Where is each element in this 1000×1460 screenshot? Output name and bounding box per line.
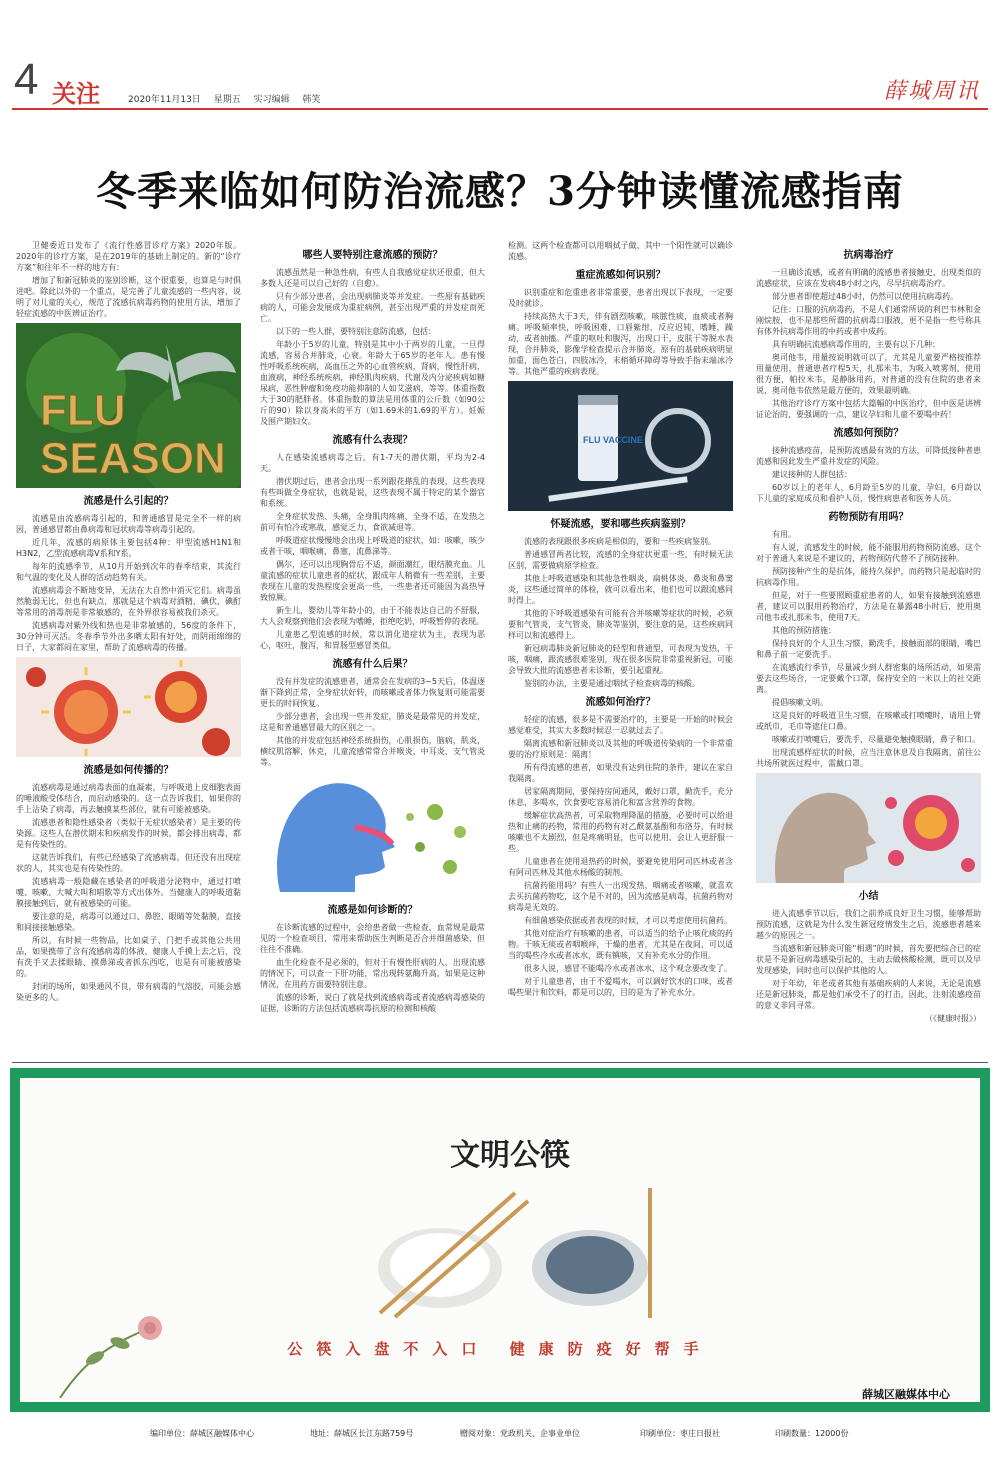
- header-rule: [12, 108, 988, 110]
- paragraph: 呼吸道症状慢慢地会出现上呼吸道的症状，如：咳嗽，咳少或者干咳，咽喉痛，鼻塞，流鼻涕等。: [260, 536, 485, 556]
- paragraph: 咳嗽或打喷嚏后，要洗手，尽量避免触摸眼睛，鼻子和口。: [772, 735, 980, 744]
- paragraph: 居家隔离期间，要保持房间通风，戴好口罩，勤洗手，充分休息，多喝水，饮食要吃容易消化和富含营养的食物。: [508, 787, 733, 807]
- paragraph: 近几年，流感的病原体主要包括4种：甲型流感H1N1和H3N2，乙型流感病毒V系和Y系。: [16, 538, 241, 558]
- ad-slogan: 公筷入盘不入口 健康防疫好帮手: [287, 1340, 713, 1358]
- paragraph: 其他的并发症包括神经系统损伤，心肌损伤，脑病，肌炎，横纹肌溶解，休克，儿童流感常常合并喉炎，中耳炎，支气管炎等。: [260, 736, 485, 767]
- vaccine-image: [508, 381, 733, 511]
- article-source: （《健康时报》）: [925, 1014, 981, 1023]
- paragraph: 流感的诊断，说白了就是找到流感病毒或者流感病毒感染的证据，诊断的方法包括流感病毒抗原的检测和核酸: [260, 993, 485, 1013]
- paragraph: 缓解症状高热者，可采取物理降温的措施，必要时可以给退热和止痛的药物，常用的药物有对乙酰氨基酚和布洛芬，有时候咳嗽也不太剧烈，但是疼痛明显，也可以使用，会让人更舒服一些。: [508, 811, 733, 853]
- paragraph: 很多人说，感冒不能喝冷水或者冰水，这个观念要改变了。: [524, 964, 732, 973]
- paragraph: 流感病毒一般隐藏在感染者的呼吸道分泌物中，通过打喷嚏、咳嗽、大喊大叫和唱歌等方式出体外。当健康人的呼吸道黏膜接触到后，就有被感染的可能。: [16, 877, 241, 908]
- paragraph: 卫健委近日发布了《流行性感冒诊疗方案》2020年版。2020年的诊疗方案，是在2019年的基础上制定的。新的“诊疗方案”和往年不一样的地方有：: [16, 241, 241, 272]
- paragraph: 接种流感疫苗，是预防流感最有效的方法，可降低接种者患流感和因此发生严重并发症的风险。: [756, 446, 981, 466]
- column-2: [260, 240, 485, 1016]
- section-name: 关注: [52, 80, 100, 108]
- paragraph: 建议接种的人群包括：: [772, 470, 852, 479]
- respiratory-image: [260, 772, 485, 897]
- paragraph: 在诊断流感的过程中，会给患者做一些检查，血常规是最常见的一个检查项目，常用来帮助医生判断是否合并细菌感染，但往往不准确。: [260, 923, 485, 954]
- page-header: [0, 0, 1000, 120]
- paragraph: 检测。这两个检查都可以用咽拭子做，其中一个阳性就可以确诊流感。: [508, 241, 733, 261]
- paragraph: 具有明确抗流感病毒作用的，主要有以下几种：: [772, 340, 940, 349]
- subheading: 流感是什么引起的？: [83, 496, 174, 507]
- paragraph: 新生儿，婴幼儿等年龄小的，由于不能表达自己的不舒服，大人会观察到他们会表现为嗜睡，拒绝吃奶，呼吸暂停的表现。: [260, 606, 485, 626]
- public-service-ad: [10, 1068, 990, 1412]
- paragraph: 有人说，流感发生的时候，能不能服用药物预防流感，这个对于普通人来说是不建议的，药物预防代替不了预防接种。: [756, 543, 981, 563]
- subheading: 流感有什么后果？: [332, 659, 413, 670]
- paragraph: 其他上呼吸道感染和其他急性咽炎，扁桃体炎，鼻炎和鼻窦炎，这些通过简单的体检，就可以看出来，他们也可以跟流感同时得上。: [508, 574, 733, 605]
- subheading: 药物预防有用吗？: [828, 512, 909, 523]
- paragraph: 60岁以上的老年人，6月龄至5岁的儿童，孕妇，6月龄以下儿童的家庭成员和看护人员，慢性病患者和医务人员。: [756, 483, 981, 503]
- page-number: 4: [14, 55, 39, 104]
- paragraph: 新冠病毒肺炎新冠肺炎的轻型和普通型，可表现为发热，干咳，咽痛，跟流感很难鉴别，现在很多医院非常重视新冠，可能会导致大批的流感患者未诊断，要引起重视。: [508, 644, 733, 675]
- footer-audience: 赠阅对象：党政机关、企事业单位: [460, 1429, 580, 1438]
- subheading: 重症流感如何识别？: [575, 270, 666, 281]
- subheading: 流感有什么表现？: [332, 435, 413, 446]
- paragraph: 血生化检查不是必须的，但对于有慢性肝病的人，出现流感的情况下，可以查一下肝功能，常出现转氨酶升高，如果是这种情况，在用药方面要特别注意。: [260, 958, 485, 989]
- paragraph: 在流感流行季节，尽量减少到人群密集的场所活动，如果需要去这些场合，一定要戴个口罩，保持安全的一米以上的社交距离。: [756, 663, 981, 694]
- paragraph: 持续高热大于3天，伴有剧烈咳嗽，咳脓性痰，血痰或者胸痛。呼吸频率快，呼吸困难，口唇紫绀，反应迟钝，嗜睡，躁动，或者抽搐。严重的呕吐和腹泻，出现口干，皮肤干等脱水表现，合并肺炎，影像学检查提示合并肺炎。原有的基础疾病明显加重，面色苍白，四肢冰冷，末梢循环障碍等导致手指末端冰冷等。其他严重的疾病表现。: [508, 312, 733, 376]
- vial-label: FLU VACCINE: [583, 435, 643, 445]
- paragraph: 儿童患者在使用退热药的时候，要避免使用阿司匹林或者含有阿司匹林及其他水杨酸的制剂。: [508, 857, 733, 877]
- paragraph: 其他治疗诊疗方案中包括大篇幅的中医治疗，但中医是讲辨证论治的，要强调的一点，建议孕妇和儿童不要喝中药！: [756, 399, 981, 419]
- season-text: SEASON: [40, 434, 226, 483]
- paragraph: 封闭的场所，如果通风不良，带有病毒的气溶胶，可能会感染更多的人。: [16, 982, 241, 1002]
- paragraph: 人在感染流感病毒之后，有1-7天的潜伏期，平均为2-4天。: [260, 453, 485, 473]
- paragraph: 这就告诉我们，有些已经感染了流感病毒，但还没有出现症状的人，其实也是有传染性的。: [16, 853, 241, 873]
- subheading: 怀疑流感，要和哪些疾病鉴别？: [550, 519, 691, 530]
- paragraph: 其他的预防措施：: [772, 626, 836, 635]
- paragraph: 全身症状发热、头痛，全身肌肉疼痛，全身不适，在发热之前可有怕冷或寒战，感觉乏力，食欲减退等。: [260, 512, 485, 532]
- paragraph: 提倡咳嗽文明。: [772, 698, 828, 707]
- paragraph: 进入流感季节以后，我们之前养成良好卫生习惯，能够帮助预防流感，这就是为什么发生新冠疫情发生之后，流感患者越来越少的原因之一。: [756, 909, 981, 940]
- sneeze-virus-image: [756, 773, 981, 883]
- issue-meta: [128, 92, 330, 105]
- paragraph: 记住：口服的抗病毒药，不是人们通常所说的利巴韦林和金刚烷胺，也不是那些所谓的抗病毒口服液，更不是指一些号称具有体外抗病毒作用的中药或者中成药。: [756, 305, 981, 336]
- column-4: [756, 240, 981, 1024]
- editor-label: 实习编辑: [253, 95, 290, 105]
- paragraph: 只有少部分患者，会出现病肺炎等并发症。一些原有基础疾病的人，可能会发展成为重症病例，甚至出现严重的并发症而死亡。: [260, 292, 485, 323]
- paragraph: 潜伏期过后，患者会出现一系列跟花搽乱的表现，这些表现有些叫做全身症状，也就是说，这些表现不属于特定的某个器官和系统。: [260, 477, 485, 508]
- paragraph: 出现流感样症状的时候，应当注意休息及自我隔离，前往公共场所就医过程中，需戴口罩。: [756, 748, 981, 768]
- paragraph: 鉴别的办法，主要是通过咽拭子检查病毒的核酸。: [524, 679, 700, 688]
- paragraph: 要注意的是，病毒可以通过口、鼻腔、眼睛等处黏膜，直接和间接接触感染。: [16, 912, 241, 932]
- paragraph: 增加了和新冠肺炎的鉴别诊断，这个很重要，也算是与时俱进吧。除此以外的一个重点，是完善了儿童流感的一些内容，说明了对儿童的关心，规范了流感抗病毒药物的使用方法，增加了轻症流感的中医辨证治疗。: [16, 276, 241, 318]
- subheading: 哪些人要特别注意流感的预防？: [302, 250, 443, 261]
- paragraph: 年龄小于5岁的儿童，特别是其中小于两岁的儿童，一旦得流感，容易合并肺炎，心衰。年龄大于65岁的老年人。患有慢性呼吸系统疾病，高血压之外的心血管疾病，肾病，慢性肝病，血液病，神经系统疾病，神经肌肉疾病，代谢及内分泌疾病如糖尿病，恶性肿瘤和免疫功能抑制的人如艾滋病，等等。体重指数大于30的肥胖者。体重指数的算法是用体重的公斤数（如90公斤的90）除以身高米的平方（如1.69米的1.69的平方）。妊娠及围产期妇女。: [260, 340, 485, 426]
- issue-weekday: 星期五: [213, 95, 241, 105]
- newspaper-masthead: 薛城周讯: [883, 79, 980, 104]
- paragraph: 但是，对于一些要照顾重症患者的人，如果有接触到流感患者，建议可以服用药物治疗，方法是在暴露48小时后，使用奥司他韦或扎那米韦，使用7天。: [756, 591, 981, 622]
- section-divider: [12, 1062, 988, 1063]
- paragraph: 这是良好的呼吸道卫生习惯，在咳嗽或打喷嚏时，请用上臂或纸巾，毛巾等遮住口鼻。: [756, 711, 981, 731]
- ad-organization: 薛城区融媒体中心: [862, 1388, 950, 1401]
- paragraph: 有用。: [772, 530, 796, 539]
- virus-image: [16, 657, 241, 757]
- paragraph: 一旦确诊流感，或者有明确的流感患者接触史，出现类似的流感症状，应该在发病48小时之内，尽早抗病毒治疗。: [756, 268, 981, 288]
- footer-print-count: 印刷数量：12000份: [775, 1429, 849, 1438]
- paragraph: 部分患者即使超过48小时，仍然可以使用抗病毒药。: [772, 292, 959, 301]
- paragraph: 少部分患者，会出现一些并发症，肺炎是最常见的并发症，这是和普通感冒最大的区别之一。: [260, 712, 485, 732]
- paragraph: 流感患者和隐性感染者（类似于无症状感染者）是主要的传染源。这些人在潜伏期末和疾病发作的时候，都会排出病毒，都是有传染性的。: [16, 818, 241, 849]
- paragraph: 没有并发症的流感患者，通常会在发病的3~5天后，体温逐渐下降到正常，全身症状好转，而咳嗽或者体力恢复则可能需要更长的时间恢复。: [260, 677, 485, 708]
- subheading: 流感是如何传播的？: [83, 765, 174, 776]
- paragraph: 流感是由流感病毒引起的，和普通感冒是完全不一样的病因，普通感冒都由鼻病毒和冠状病毒等病毒引起的。: [16, 514, 241, 534]
- paragraph: 儿童患乙型流感的时候，常以消化道症状为主，表现为恶心，呕吐，腹泻，和胃肠型感冒类似。: [260, 630, 485, 650]
- page-headline: 冬季来临如何防治流感？3分钟读懂流感指南: [96, 168, 904, 215]
- paragraph: 轻症的流感，很多是不需要治疗的，主要是一开始的时候会感觉难受，其实大多数时候忍一忍就过去了。: [508, 715, 733, 735]
- subheading: 流感如何预防？: [833, 428, 904, 439]
- column-1: [16, 240, 241, 1005]
- paragraph: 预防接种产生的是抗体，能持久保护，而药物只是起临时的抗病毒作用。: [756, 567, 981, 587]
- paragraph: 每年的流感季节，从10月开始到次年的春季结束，其流行和气温的变化及人群的活动趋势有关。: [16, 562, 241, 582]
- paragraph: 普通感冒两者比较，流感的全身症状更重一些，有时候无法区别，需要做病原学检查。: [508, 550, 733, 570]
- paragraph: 抗菌药能用吗？有些人一出现发热，咽痛或者咳嗽，就喜欢去买抗菌药物吃，这个是不对的，因为流感是病毒，抗菌药物对病毒是无效的。: [508, 881, 733, 912]
- paragraph: 流感病毒对紫外线和热也是非常敏感的，56度的条件下，30分钟可灭活。冬春季节外出多晒太阳有好处，而阴雨绵绵的日子，大家都闷在家里，帮助了流感病毒的传播。: [16, 621, 241, 652]
- paragraph: 以下的一些人群，要特别注意防流感，包括：: [276, 327, 436, 336]
- paragraph: 奥司他韦，用量按说明就可以了，尤其是儿童要严格按推荐用量使用，普通患者疗程5天，扎那米韦，为吸入喷雾剂，使用很方便，帕拉米韦，是静脉用药，对普通的没有住院的患者来说，奥司他韦依然是最方便的，效果最明确。: [756, 353, 981, 395]
- footer-print-unit: 印刷单位：枣庄日报社: [640, 1429, 720, 1438]
- issue-date: 2020年11月13日: [128, 95, 201, 105]
- paragraph: 所有得流感的患者，如果没有达到住院的条件，建议在家自我隔离。: [508, 763, 733, 783]
- paragraph: 保持良好的个人卫生习惯，勤洗手，接触面部的眼睛，嘴巴和鼻子前一定要洗手。: [756, 639, 981, 659]
- paragraph: 其他的下呼吸道感染有可能有合并咳嗽等症状的时候，必须要和气管炎，支气管炎，肺炎等鉴别，要注意的是，这些疾病同样可以和流感得上。: [508, 609, 733, 640]
- paragraph: 流感的表现跟很多疾病是相似的，要和一些疾病鉴别。: [524, 537, 716, 546]
- ad-title: 文明公筷: [450, 1138, 570, 1173]
- subheading: 抗病毒治疗: [843, 250, 894, 261]
- paragraph: 流感病毒是通过病毒表面的血凝素，与呼吸道上皮细胞表面的唾液酸受体结合，而启动感染的。这一点告诉我们，如果你的手上沾染了病毒，再去触摸某些部位，就有可能被感染。: [16, 783, 241, 814]
- subheading: 流感如何治疗？: [585, 697, 656, 708]
- paragraph: 当流感和新冠肺炎可能“相遇”的时候，首先要把综合已的症状是不是新冠病毒感染引起的，主动去做核酸检测，既可以及早发现感染，同时也可以保护其他的人。: [756, 944, 981, 975]
- footer-printer-org: 编印单位：薛城区融媒体中心: [150, 1429, 254, 1438]
- subheading: 小结: [858, 891, 879, 902]
- paragraph: 对于年幼，年老或者其他有基础疾病的人来说，无论是流感还是新冠肺炎，都是他们承受不了的打击，因此，注射流感疫苗的意义非同寻常。: [756, 979, 981, 1010]
- paragraph: 隔离流感和新冠肺炎以及其他的呼吸道传染病的一个非常重要的治疗原则是：隔离！: [508, 739, 733, 759]
- paragraph: 识别重症和危重患者非常重要，患者出现以下表现，一定要及时就诊。: [508, 288, 733, 308]
- paragraph: 所以，有时候一些物品，比如桌子、门把手或其他公共用品，如果携带了含有流感病毒的体液，健康人手摸上去之后，没有洗手又去揉眼睛、摸鼻涕或者抓东西吃，也是有可能被感染的。: [16, 936, 241, 978]
- paragraph: 偶尔，还可以出现胸骨后不适，颜面潮红，眼结膜充血。儿童流感的症状儿童患者的症状，跟成年人稍微有一些差别，主要表现在儿童的发热程度会更高一些，一些患者还可能因为高热导致惊厥。: [260, 560, 485, 602]
- column-3: [508, 240, 733, 1000]
- ad-panel: [20, 1078, 980, 1402]
- subheading: 流感是如何诊断的？: [327, 905, 418, 916]
- paragraph: 流感病毒会不断地变异，无法在大自然中消灭它们。病毒虽然脆弱无比，但也有缺点，那就是这个病毒对酒精、碘伏、碘酊等常用的消毒剂是非常敏感的，在外界很容易被我们杀灭。: [16, 586, 241, 617]
- flu-season-image: [16, 323, 241, 488]
- paragraph: 其他对症治疗有咳嗽的患者，可以适当的给予止咳化痰的药物。干咳无痰或者咽喉痒，干燥的患者，尤其是在夜间，可以适当的喝些冷水或者冰水，既有镇咳，又有补充水分的作用。: [508, 929, 733, 960]
- bowls-chopsticks-illustration: [350, 1183, 730, 1323]
- paragraph: 流感虽然是一种急性病，有些人自我感觉症状还很重，但大多数人还是可以自己好的（自愈）。: [260, 268, 485, 288]
- editor-name: 韩笑: [302, 95, 321, 105]
- footer-address: 地址：薛城区长江东路759号: [310, 1429, 414, 1438]
- paragraph: 有细菌感染依据或者表现的时候，才可以考虑使用抗菌药。: [524, 916, 732, 925]
- flu-text: FLU: [40, 386, 126, 435]
- paragraph: 对于儿童患者，由于不爱喝水，可以调好饮水的口味，或者喝些果汁和饮料，都是可以的，目的是为了补充水分。: [508, 977, 733, 997]
